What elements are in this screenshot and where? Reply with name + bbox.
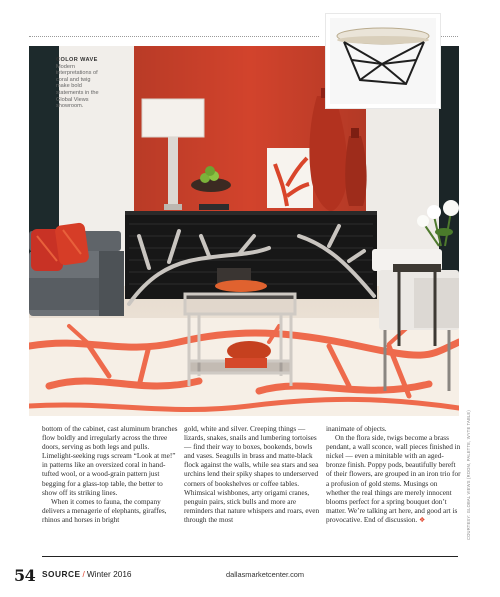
col3-paragraph-1: inanimate of objects. (326, 425, 387, 433)
article-column-3 (326, 425, 462, 525)
magazine-name: SOURCE (42, 569, 81, 579)
col3-paragraph-2-text: On the flora side, twigs become a brass pendant, a wall sconce, wall pieces finished in nickel — even a minitable with an aged-bronze finish. Poppy pods, beautifully bereft of their flowers, are grouped in an iron trio for a profusion of gold stems. Musings on whether the real things are merely innocent blooms perfect for a spring bouquet don’t matter. We’re talking art here, and good art is provocative. End of discussion. (326, 434, 461, 524)
col3-paragraph-2 (326, 434, 462, 525)
caption-body: Modern interpretations of coral and twig make bold statements in the Global Views showroom. (56, 63, 99, 110)
page-number: 54 (14, 566, 36, 585)
col1-paragraph-2: When it comes to fauna, the company delivers a menagerie of elephants, giraffes, rhinos and horses in bright (42, 497, 167, 524)
footer-rule (42, 556, 458, 557)
geometric-base (344, 42, 424, 84)
end-mark-icon: ❖ (419, 515, 426, 524)
top-dotted-rule-left (29, 36, 319, 37)
photo-caption (56, 57, 104, 110)
inset-table-photo (326, 14, 440, 108)
article-column-2 (184, 425, 320, 525)
publication-line (42, 569, 132, 579)
caption-title: COLOR WAVE (56, 57, 98, 63)
col2-paragraph-1: gold, white and silver. Creeping things — lizards, snakes, snails and lumbering tortoises — find their way to boxes, bookends, bowls and vases. Seagulls in brass and matte-black flock against the walls, while sea stars and sea urchins lend their spiky shapes to underserved corners of bookshelves or coffee tables. Whimsical wishbones, arty origami cranes, penguin pairs, stick bulls and more are reminders that nature whispers and roars, even through the most (184, 425, 320, 524)
article-column-1 (42, 425, 178, 525)
right-dark-wall (439, 46, 459, 286)
col1-paragraph-1: bottom of the cabinet, cast aluminum branches flow boldly and irregularly across the three doors, serving as both legs and pulls. Limelight-seeking rugs scream “Look at me!” in patterns like an oversized coral in hand-tufted wool, or a wood-grain pattern just begging for a glass-top table, the better to show off its striking lines. (42, 425, 178, 497)
footer-url[interactable]: dallasmarketcenter.com (226, 570, 305, 579)
coral-artwork (267, 148, 313, 208)
issue-name: Winter 2016 (86, 569, 132, 579)
top-dotted-rule-right (440, 36, 458, 37)
photo-credit: COURTESY: GLOBAL VIEWS (ROOM, PALETTE, WYTE TABLE) (466, 410, 471, 540)
footer-separator: / (82, 569, 85, 579)
